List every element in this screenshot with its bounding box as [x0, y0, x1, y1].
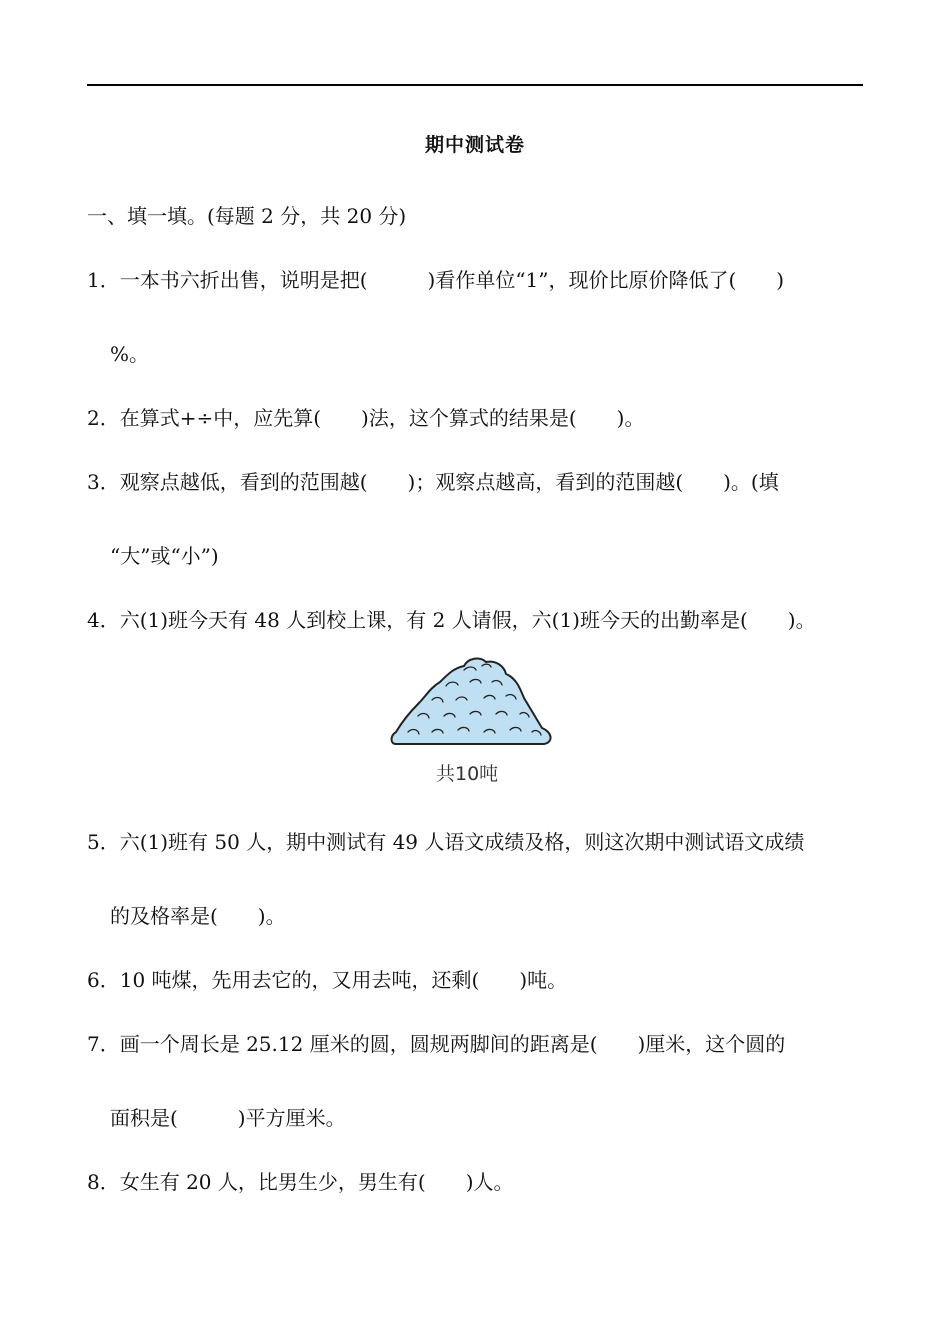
question-4: 4．六(1)班今天有 48 人到校上课，有 2 人请假，六(1)班今天的出勤率是( )。 [87, 608, 816, 632]
section-heading: 一、填一填。(每题 2 分，共 20 分) [87, 204, 407, 228]
question-5-line-2: 的及格率是( )。 [110, 904, 286, 928]
header-rule [87, 84, 863, 86]
question-6: 6．10 吨煤，先用去它的，又用去吨，还剩( )吨。 [87, 968, 568, 992]
question-3-line-2: “大”或“小”) [110, 544, 219, 568]
question-8: 8．女生有 20 人，比男生少，男生有( )人。 [87, 1170, 514, 1194]
question-3-line-1: 3．观察点越低，看到的范围越( )；观察点越高，看到的范围越( )。(填 [87, 470, 779, 494]
question-1-line-2: %。 [110, 342, 150, 366]
question-7-line-1: 7．画一个周长是 25.12 厘米的圆，圆规两脚间的距离是( )厘米，这个圆的 [87, 1032, 786, 1056]
question-2: 2．在算式+÷中，应先算( )法，这个算式的结果是( )。 [87, 406, 645, 430]
question-1-line-1: 1．一本书六折出售，说明是把( )看作单位“1”，现价比原价降低了( ) [87, 268, 785, 292]
page-title: 期中测试卷 [424, 134, 525, 156]
question-7-line-2: 面积是( )平方厘米。 [110, 1106, 346, 1130]
figure-caption: 共10吨 [436, 763, 499, 785]
coal-pile-icon [388, 652, 558, 752]
question-5-line-1: 5．六(1)班有 50 人，期中测试有 49 人语文成绩及格，则这次期中测试语文成绩 [87, 830, 805, 854]
